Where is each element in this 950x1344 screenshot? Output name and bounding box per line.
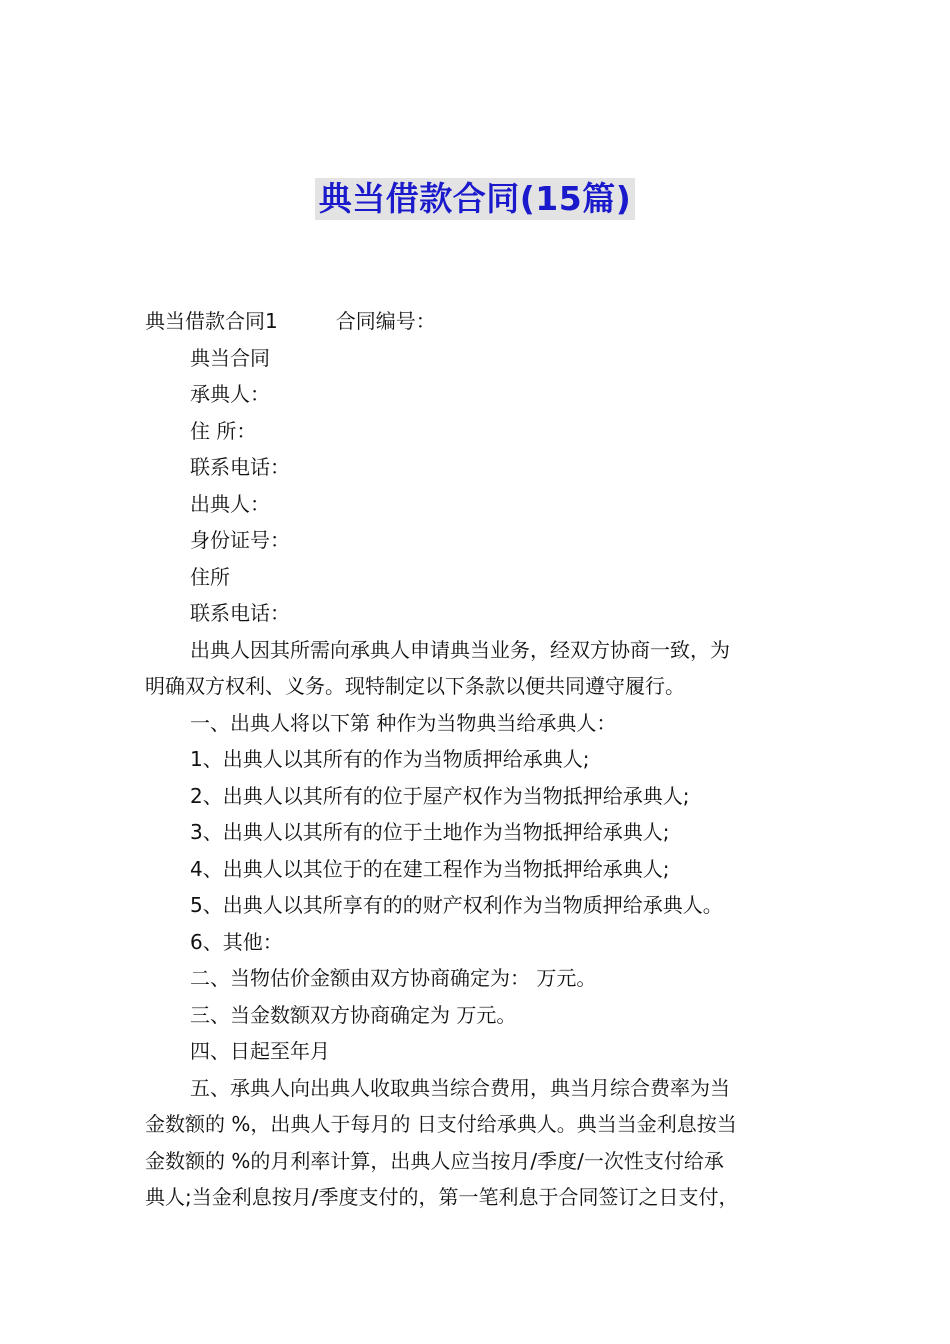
paragraph-line: 金数额的 %的月利率计算，出典人应当按月/季度/一次性支付给承 <box>145 1148 724 1173</box>
clause-line: 5、出典人以其所享有的的财产权利作为当物质押给承典人。 <box>190 893 723 917</box>
document-title: 典当借款合同(15篇) <box>315 178 636 220</box>
field-line: 典当合同 <box>190 345 270 370</box>
paragraph-line: 典人;当金利息按月/季度支付的，第一笔利息于合同签订之日支付， <box>145 1185 739 1209</box>
clause-line: 三、当金数额双方协商确定为 万元。 <box>190 1002 517 1027</box>
clause-line: 3、出典人以其所有的位于土地作为当物抵押给承典人; <box>190 820 670 844</box>
contract-heading: 典当借款合同1 <box>145 309 278 333</box>
field-line: 住所 <box>190 564 230 589</box>
paragraph-line: 明确双方权利、义务。现特制定以下条款以便共同遵守履行。 <box>145 674 685 698</box>
heading-line <box>145 303 807 340</box>
field-line: 联系电话： <box>190 455 290 479</box>
clause-line: 四、日起至年月 <box>190 1039 330 1063</box>
clause-line: 6、其他： <box>190 929 283 954</box>
paragraph-line: 金数额的 %，出典人于每月的 日支付给承典人。典当当金利息按当 <box>145 1112 737 1136</box>
clause-line: 4、出典人以其位于的在建工程作为当物抵押给承典人; <box>190 856 670 881</box>
title-container <box>0 178 950 220</box>
field-line: 住 所： <box>190 418 257 443</box>
clause-line: 一、出典人将以下第 种作为当物典当给承典人： <box>190 710 617 735</box>
document-body <box>145 303 807 1216</box>
clause-line: 二、当物估价金额由双方协商确定为： 万元。 <box>190 966 597 990</box>
paragraph-line: 出典人因其所需向承典人申请典当业务，经双方协商一致，为 <box>190 637 730 662</box>
field-line: 联系电话： <box>190 601 290 625</box>
contract-number-label: 合同编号： <box>335 309 436 333</box>
clause-line: 1、出典人以其所有的作为当物质押给承典人; <box>190 747 590 771</box>
field-line: 承典人： <box>190 382 270 406</box>
paragraph-line: 五、承典人向出典人收取典当综合费用，典当月综合费率为当 <box>190 1075 730 1100</box>
field-line: 出典人： <box>190 491 270 516</box>
clause-line: 2、出典人以其所有的位于屋产权作为当物抵押给承典人; <box>190 783 690 808</box>
field-line: 身份证号： <box>190 528 290 552</box>
